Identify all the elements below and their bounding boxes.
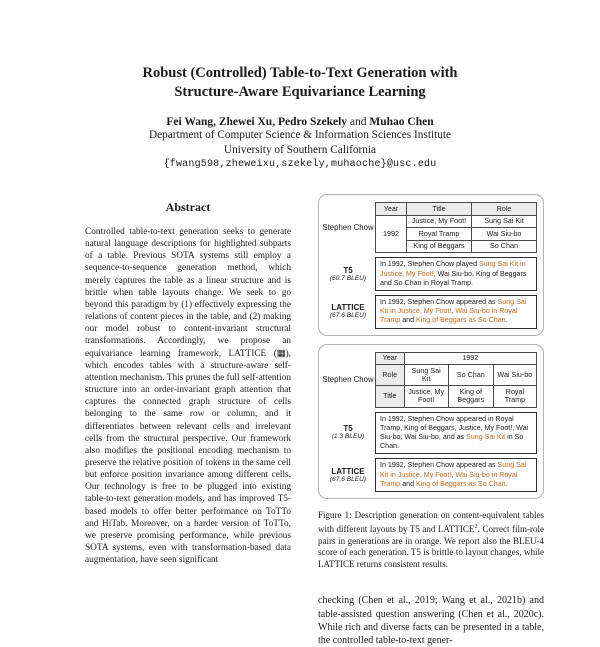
affiliation-university: University of Southern California bbox=[223, 143, 377, 156]
table-cell: Year bbox=[376, 352, 405, 365]
table-cell: Title bbox=[376, 386, 405, 407]
figure-caption-text: Figure 1: Description generation on content-equivalent tables with different layouts by T5 and LATTICE bbox=[318, 509, 544, 535]
table-cell: 1992 bbox=[404, 352, 536, 365]
table-cell: Royal Tramp bbox=[407, 228, 472, 241]
table-cell: Title bbox=[407, 203, 472, 216]
generation-output: In 1992, Stephen Chow appeared in Royal Tramp, King of Beggars, Justice, My Foot!, Wai Siu-bo, Wai Siu-bo, and as Sung Sai Kit in So Chan. bbox=[375, 412, 537, 455]
author-names: Fei Wang, Zhewei Xu, Pedro Szekely bbox=[166, 116, 348, 128]
table-row-header: Stephen Chow bbox=[322, 374, 374, 384]
two-column-body bbox=[74, 194, 544, 647]
model-bleu-score: (60.7 BLEU) bbox=[329, 274, 367, 282]
model-bleu-score: (67.6 BLEU) bbox=[329, 475, 367, 483]
table-row bbox=[376, 386, 537, 407]
table-cell: Justice, My Foot! bbox=[404, 386, 448, 407]
paper-title bbox=[0, 64, 600, 101]
table-cell: Wai Siu-bo bbox=[472, 228, 537, 241]
table-row-wrap bbox=[321, 202, 537, 253]
table-row-header: Stephen Chow bbox=[322, 222, 374, 232]
left-column bbox=[74, 194, 302, 647]
table-cell: Role bbox=[376, 365, 405, 386]
model-output-row bbox=[321, 412, 537, 455]
figure-caption-text: . Correct film-role pairs in generations are in orange. We report also the BLEU-4 score of each generation. T5 is brittle to layout changes, while LATTICE returns consistent results. bbox=[318, 524, 544, 569]
figure-example-transposed-layout bbox=[318, 344, 544, 499]
table-cell: Role bbox=[472, 203, 537, 216]
model-name: LATTICE bbox=[331, 466, 365, 476]
model-label-t5 bbox=[321, 424, 375, 441]
author-emails: {fwang598,zheweixu,szekely,muhaoche}@usc.edu bbox=[163, 159, 437, 170]
table-cell: 1992 bbox=[376, 215, 407, 253]
table-cell: Justice, My Foot! bbox=[407, 215, 472, 228]
model-name: LATTICE bbox=[331, 303, 365, 313]
model-bleu-score: (1.3 BLEU) bbox=[331, 433, 365, 441]
table-row bbox=[376, 215, 537, 228]
model-bleu-score: (67.6 BLEU) bbox=[329, 312, 367, 320]
generation-output: In 1992, Stephen Chow played Sung Sai Kit in Justice, My Foot!, Wai Siu-bo, King of Beggars and So Chan in Royal Tramp. bbox=[375, 257, 537, 291]
model-label-t5 bbox=[321, 266, 375, 283]
introduction-paragraph: checking (Chen et al., 2019; Wang et al., 2021b) and table-assisted question answering (Chen et al., 2020c). While rich and diverse facts can be presented in a table, the controlled table-to-text gener- bbox=[318, 595, 544, 647]
abstract-heading: Abstract bbox=[165, 200, 211, 214]
author-and: and bbox=[347, 116, 370, 128]
paper-title-line2: Structure-Aware Equivariance Learning bbox=[174, 83, 426, 100]
affiliation-department: Department of Computer Science & Information Sciences Institute bbox=[148, 129, 452, 141]
model-output-row bbox=[321, 295, 537, 329]
table-cell: King of Beggars bbox=[407, 240, 472, 253]
table-row bbox=[376, 365, 537, 386]
model-name: T5 bbox=[343, 265, 353, 275]
model-label-lattice bbox=[321, 303, 375, 320]
table-cell: So Chan bbox=[448, 365, 493, 386]
paper-title-line1: Robust (Controlled) Table-to-Text Generation with bbox=[142, 65, 458, 81]
table-original-layout bbox=[375, 202, 537, 253]
footnote-marker: 2 bbox=[474, 523, 478, 531]
abstract-text: Controlled table-to-text generation seeks to generate natural language descriptions for highlighted subparts of a table. Previous SOTA systems still employ a sequence-to-sequence generation method, which merely captures the table as a linear structure and is brittle when table layouts change. We seek to go beyond this paradigm by (1) effectively expressing the relations of content pieces in the table, and (2) making our model robust to content-invariant structural transformations. Accordingly, we propose an equivariance learning framework, LATTICE (▦), which encodes tables with a structure-aware self-attention mechanism. This prunes the full self-attention structure into an order-invariant graph attention that captures the connected graph structure of cells belonging to the same row or column, and it differentiates between relevant cells and irrelevant cells from the structural perspective. Our framework also modifies the positional encoding mechanism to preserve the relative position of tokens in the same cell but enforce position invariance among different cells. Our technology is free to be plugged into existing table-to-text generation models, and has improved T5-based models to offer better performance on ToTTo and HiTab. Moreover, on a harder version of ToTTo, we preserve promising performance, while previous SOTA systems, even with transformation-based data augmentation, have seen significant bbox=[85, 227, 291, 566]
table-row bbox=[376, 352, 537, 365]
table-cell: Sung Sai Kit bbox=[472, 215, 537, 228]
author-list bbox=[0, 116, 600, 128]
table-cell: Royal Tramp bbox=[493, 386, 536, 407]
table-cell: Wai Siu-bo bbox=[493, 365, 536, 386]
table-cell: So Chan bbox=[472, 240, 537, 253]
figure-caption bbox=[318, 510, 544, 571]
table-row-wrap bbox=[321, 352, 537, 408]
model-label-lattice bbox=[321, 467, 375, 484]
table-cell: Year bbox=[376, 203, 407, 216]
model-name: T5 bbox=[343, 424, 353, 434]
generation-output: In 1992, Stephen Chow appeared as Sung Sai Kit in Justice, My Foot!, Wai Siu-bo in Royal Tramp and King of Beggars as So Chan. bbox=[375, 295, 537, 329]
generation-output: In 1992, Stephen Chow appeared as Sung Sai Kit in Justice, My Foot!, Wai Siu-bo in Royal Tramp and King of Beggars as So Chan. bbox=[375, 458, 537, 492]
figure-example-original-layout bbox=[318, 194, 544, 336]
right-column bbox=[318, 194, 544, 647]
model-output-row bbox=[321, 458, 537, 492]
table-cell: Sung Sai Kit bbox=[404, 365, 448, 386]
model-output-row bbox=[321, 257, 537, 291]
author-last: Muhao Chen bbox=[369, 116, 434, 128]
table-header-row bbox=[376, 203, 537, 216]
table-transposed-layout bbox=[375, 352, 537, 408]
table-cell: King of Beggars bbox=[448, 386, 493, 407]
